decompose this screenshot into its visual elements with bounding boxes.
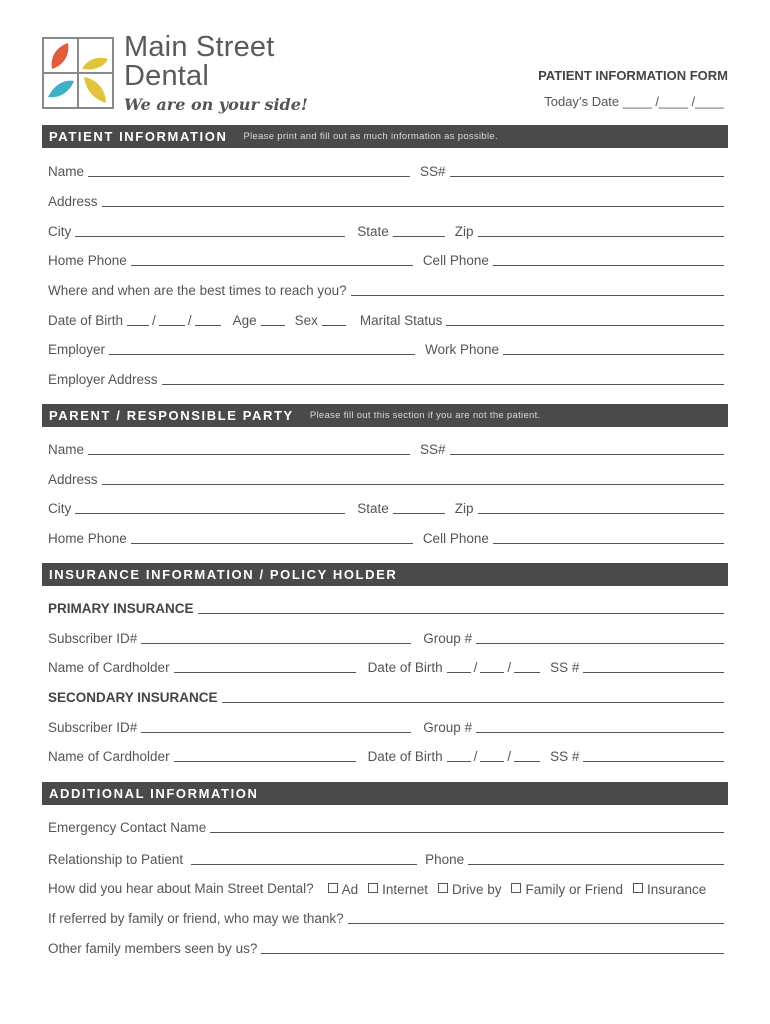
ssn-label: SS# [420,164,446,179]
cell-phone-label: Cell Phone [422,531,489,546]
section-hint: Please print and fill out as much information as possible. [243,131,498,142]
ss-label: SS # [550,749,580,764]
patient-row-phones [48,249,724,269]
relationship-field[interactable] [191,850,417,865]
secondary-cardholder-field[interactable] [174,747,356,762]
parent-name-field[interactable] [88,440,410,455]
dob-year-field[interactable] [195,311,221,326]
tagline: We are on your side! [124,95,308,114]
emergency-phone-field[interactable] [468,850,724,865]
parent-row-name [48,438,724,458]
patient-address-field[interactable] [102,192,724,207]
age-label: Age [232,313,257,328]
insurance-row-secondary-subscriber [48,716,724,736]
zip-label: Zip [454,224,474,239]
option-family-or-friend[interactable]: Family or Friend [511,882,623,897]
group-label: Group # [423,631,473,646]
insurance-row-primary [48,597,724,617]
group-label: Group # [423,720,473,735]
patient-row-employer [48,338,724,358]
primary-group-field[interactable] [476,629,724,644]
parent-zip-field[interactable] [478,499,724,514]
cardholder-label: Name of Cardholder [48,660,170,675]
patient-row-dob: Date of Birth / / Age Sex Marital Status [48,309,724,329]
dob-label: Date of Birth [367,749,443,764]
work-phone-label: Work Phone [425,342,500,357]
option-insurance[interactable]: Insurance [633,882,706,897]
section-title: PATIENT INFORMATION [49,129,228,144]
secondary-dob-day-field[interactable] [480,747,504,762]
secondary-insurance-field[interactable] [222,688,724,703]
zip-label: Zip [454,501,474,516]
city-label: City [48,501,72,516]
section-patient-information [42,125,728,148]
patient-best-times-field[interactable] [351,281,724,296]
todays-date [544,94,724,109]
parent-city-field[interactable] [75,499,345,514]
checkbox-icon[interactable] [368,883,378,893]
phone-label: Phone [425,852,465,867]
patient-ssn-field[interactable] [450,162,724,177]
dob-day-field[interactable] [159,311,185,326]
primary-insurance-label: PRIMARY INSURANCE [48,601,194,616]
insurance-row-secondary-cardholder: Name of Cardholder Date of Birth / / SS # [48,745,724,765]
hear-about-label: How did you hear about Main Street Dental? [48,881,314,896]
secondary-subscriber-id-field[interactable] [141,718,411,733]
parent-row-phones [48,527,724,547]
form-title: PATIENT INFORMATION FORM [538,68,728,83]
other-family-field[interactable] [261,939,724,954]
ssn-label: SS# [420,442,446,457]
age-field[interactable] [261,311,285,326]
dob-label: Date of Birth [367,660,443,675]
secondary-dob-month-field[interactable] [447,747,471,762]
employer-address-field[interactable] [162,370,724,385]
referred-label: If referred by family or friend, who may we thank? [48,911,344,926]
sex-label: Sex [294,313,318,328]
todays-date-field[interactable]: ____ /____ /____ [622,94,724,109]
parent-cell-phone-field[interactable] [493,529,724,544]
employer-address-label: Employer Address [48,372,158,387]
home-phone-label: Home Phone [48,253,127,268]
insurance-row-secondary [48,686,724,706]
brand-line-2: Dental [124,60,210,92]
patient-name-field[interactable] [88,162,410,177]
patient-row-employer-address [48,368,724,388]
brand-line-1: Main Street [124,31,275,63]
section-insurance-information [42,563,728,586]
insurance-row-primary-subscriber [48,627,724,647]
subscriber-id-label: Subscriber ID# [48,631,138,646]
section-parent-responsible-party [42,404,728,427]
subscriber-id-label: Subscriber ID# [48,720,138,735]
section-additional-information [42,782,728,805]
option-drive-by[interactable]: Drive by [438,882,502,897]
checkbox-icon[interactable] [633,883,643,893]
secondary-group-field[interactable] [476,718,724,733]
referred-field[interactable] [348,909,724,924]
patient-home-phone-field[interactable] [131,251,413,266]
checkbox-icon[interactable] [511,883,521,893]
parent-ssn-field[interactable] [450,440,724,455]
name-label: Name [48,442,85,457]
primary-ss-field[interactable] [583,658,724,673]
insurance-row-primary-cardholder: Name of Cardholder Date of Birth / / SS # [48,656,724,676]
patient-row-city [48,220,724,240]
parent-state-field[interactable] [393,499,445,514]
emergency-contact-field[interactable] [210,818,724,833]
work-phone-field[interactable] [503,340,724,355]
secondary-dob-year-field[interactable] [514,747,540,762]
todays-date-label: Today’s Date [544,94,620,109]
section-title: PARENT / RESPONSIBLE PARTY [49,408,294,423]
option-internet[interactable]: Internet [368,882,428,897]
section-title: ADDITIONAL INFORMATION [49,786,259,801]
patient-cell-phone-field[interactable] [493,251,724,266]
secondary-insurance-label: SECONDARY INSURANCE [48,690,218,705]
address-label: Address [48,194,98,209]
ss-label: SS # [550,660,580,675]
patient-row-name [48,160,724,180]
home-phone-label: Home Phone [48,531,127,546]
checkbox-icon[interactable] [438,883,448,893]
main-street-dental-logo [42,37,114,109]
best-times-label: Where and when are the best times to reach you? [48,283,347,298]
primary-dob-year-field[interactable] [514,658,540,673]
marital-status-label: Marital Status [359,313,443,328]
brand [124,33,308,114]
employer-label: Employer [48,342,106,357]
additional-row-other-family [48,937,724,957]
employer-field[interactable] [109,340,415,355]
primary-subscriber-id-field[interactable] [141,629,411,644]
primary-dob-month-field[interactable] [447,658,471,673]
parent-home-phone-field[interactable] [131,529,413,544]
option-ad[interactable]: Ad [328,882,359,897]
additional-row-hear-about [48,877,724,897]
patient-city-field[interactable] [75,222,345,237]
parent-row-city [48,497,724,517]
additional-row-relationship [48,848,724,868]
patient-row-address [48,190,724,210]
section-hint: Please fill out this section if you are not the patient. [309,410,541,421]
primary-insurance-field[interactable] [198,599,724,614]
primary-cardholder-field[interactable] [174,658,356,673]
patient-state-field[interactable] [393,222,445,237]
address-label: Address [48,472,98,487]
city-label: City [48,224,72,239]
checkbox-icon[interactable] [328,883,338,893]
dob-month-field[interactable] [127,311,149,326]
cell-phone-label: Cell Phone [422,253,489,268]
parent-row-address [48,468,724,488]
state-label: State [357,224,389,239]
relationship-label: Relationship to Patient [48,852,184,867]
marital-status-field[interactable] [446,311,724,326]
patient-zip-field[interactable] [478,222,724,237]
emergency-contact-label: Emergency Contact Name [48,820,207,835]
section-title: INSURANCE INFORMATION / POLICY HOLDER [49,567,398,582]
primary-dob-day-field[interactable] [480,658,504,673]
other-family-label: Other family members seen by us? [48,941,258,956]
state-label: State [357,501,389,516]
dob-label: Date of Birth [48,313,124,328]
sex-field[interactable] [322,311,346,326]
name-label: Name [48,164,85,179]
additional-row-referred [48,907,724,927]
additional-row-emergency [48,816,724,836]
cardholder-label: Name of Cardholder [48,749,170,764]
secondary-ss-field[interactable] [583,747,724,762]
parent-address-field[interactable] [102,470,724,485]
patient-row-best-times [48,279,724,299]
